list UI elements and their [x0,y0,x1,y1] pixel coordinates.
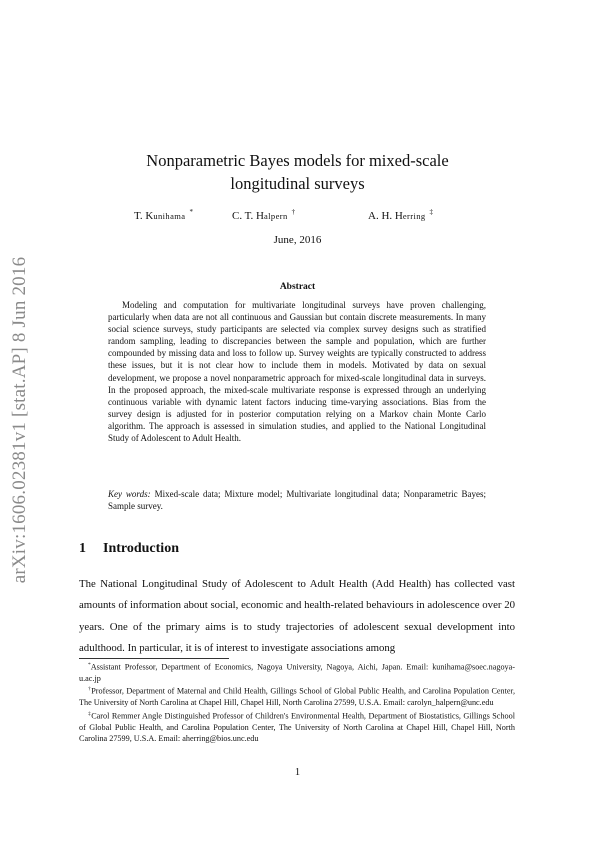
publication-date: June, 2016 [273,234,322,246]
footnote-mark: ‡ [88,710,92,717]
footnote [79,660,515,684]
footnote-text: Assistant Professor, Department of Economics, Nagoya University, Nagoya, Aichi, Japan. Email: kunihama@soec.nagoya-u.ac.jp [79,662,515,684]
footnote-text: Professor, Department of Maternal and Child Health, Gillings School of Global Public Health, and Carolina Population Center, The University of North Carolina at Chapel Hill, Chapel Hill, North Carolina 27599, U.S.A. Email: carolyn_halpern@unc.edu [79,687,516,708]
abstract-heading: Abstract [279,282,316,292]
footnote [79,709,515,745]
author-footnote-mark: † [291,208,296,216]
author-surname: alpern [264,211,288,221]
footnote-text: Carol Remmer Angle Distinguished Professor of Children's Environmental Health, Department of Biostatistics, Gillings School of Global Public Health, and Carolina Population Center, The University of North Carolina at Chapel Hill, Chapel Hill, North Carolina 27599, U.S.A. Email: aherring@bios.unc.edu [79,711,515,743]
author-halpern [232,208,295,222]
paper-title-line-1: Nonparametric Bayes models for mixed-scale [146,151,449,170]
author-footnote-mark: ‡ [429,208,434,216]
footnote-divider [79,658,229,659]
section-title: Introduction [103,541,179,556]
author-kunihama [134,208,193,222]
introduction-paragraph: The National Longitudinal Study of Adolescent to Adult Health (Add Health) has collected vast amounts of information about social, economic and health-related behaviours in adolescence over 20 years. One of the primary aims is to study trajectories of adolescent sexual development into adulthood. In particular, it is of interest to investigate associations among [79,578,515,655]
section-heading [79,541,179,557]
author-surname: unihama [153,211,186,221]
author-herring [368,208,433,222]
footnote-mark: † [88,686,92,693]
author-footnote-mark: * [189,208,193,216]
footnote-mark: * [88,662,91,668]
author-initials: A. H. H [368,210,403,222]
paper-title-line-2: longitudinal surveys [230,174,365,193]
author-initials: C. T. H [232,210,264,222]
keywords-text: Mixed-scale data; Mixture model; Multivariate longitudinal data; Nonparametric Bayes; Sample survey. [108,489,487,512]
section-number: 1 [79,541,86,556]
keywords [108,488,486,512]
arxiv-identifier-text: arXiv:1606.02381v1 [stat.AP] 8 Jun 2016 [9,256,30,584]
abstract-text: Modeling and computation for multivariate longitudinal surveys have proven challenging, particularly when data are not all continuous and Gaussian but contain discrete measurements. In many social science surveys, study participants are selected via complex survey designs such as stratified random sampling, leading to discrepancies between the sample and population, which are further compounded by missing data and loss to follow up. Survey weights are typically constructed to address these issues, but it is not clear how to include them in models. Motivated by data on sexual development, we propose a novel nonparametric approach for mixed-scale longitudinal data in surveys. In the proposed approach, the mixed-scale multivariate response is expressed through an underlying continuous variable with dynamic latent factors inducing time-varying associations. Bias from the survey design is adjusted for in posterior computation relying on a Markov chain Monte Carlo algorithm. The approach is assessed in simulation studies, and applied to the National Longitudinal Study of Adolescent to Adult Health. [108,300,486,444]
page-number: 1 [294,767,301,778]
author-initials: T. K [134,210,154,222]
keywords-label: Key words: [108,489,151,499]
footnotes [79,660,515,744]
author-surname: erring [402,211,426,221]
paper-title [0,149,595,195]
footnote [79,684,515,708]
arxiv-identifier-stamp [4,245,36,595]
author-list [130,208,470,224]
